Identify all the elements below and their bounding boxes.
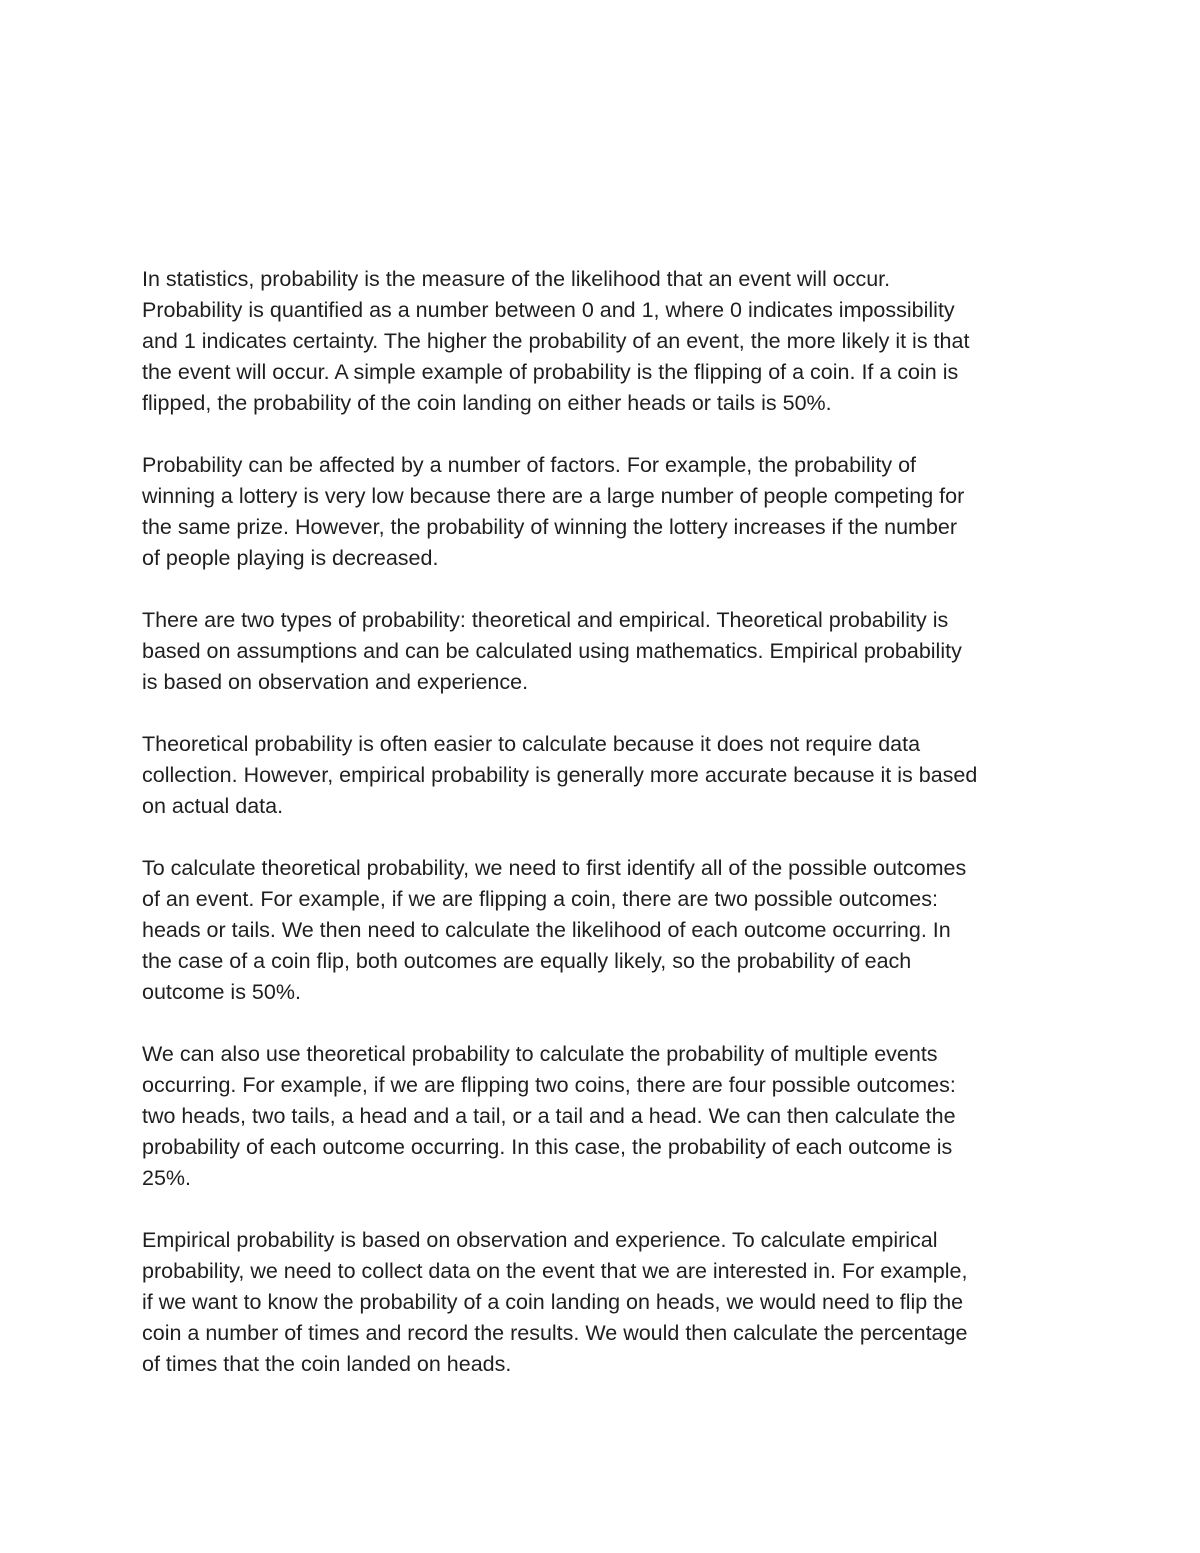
text-line: Probability can be affected by a number of factors. For example, the probability of	[142, 453, 917, 477]
text-line: There are two types of probability: theoretical and empirical. Theoretical probability is	[142, 608, 949, 632]
text-line: the event will occur. A simple example of probability is the flipping of a coin. If a coin is	[142, 360, 959, 384]
text-line: collection. However, empirical probability is generally more accurate because it is based	[142, 763, 978, 787]
text-line: based on assumptions and can be calculated using mathematics. Empirical probability	[142, 639, 962, 663]
text-line: winning a lottery is very low because there are a large number of people competing for	[142, 484, 965, 508]
text-line: heads or tails. We then need to calculate the likelihood of each outcome occurring. In	[142, 918, 951, 942]
paragraph-1	[142, 264, 1072, 419]
text-line: 25%.	[142, 1166, 192, 1190]
text-line: coin a number of times and record the results. We would then calculate the percentage	[142, 1321, 968, 1345]
text-line: of times that the coin landed on heads.	[142, 1352, 512, 1376]
paragraph-5	[142, 853, 1072, 1008]
text-line: We can also use theoretical probability to calculate the probability of multiple events	[142, 1042, 938, 1066]
paragraph-2	[142, 450, 1072, 574]
text-line: Theoretical probability is often easier to calculate because it does not require data	[142, 732, 921, 756]
text-line: and 1 indicates certainty. The higher the probability of an event, the more likely it is that	[142, 329, 970, 353]
paragraph-6	[142, 1039, 1072, 1194]
paragraph-3	[142, 605, 1072, 698]
text-line: outcome is 50%.	[142, 980, 301, 1004]
text-line: the case of a coin flip, both outcomes are equally likely, so the probability of each	[142, 949, 912, 973]
text-line: occurring. For example, if we are flipping two coins, there are four possible outcomes:	[142, 1073, 956, 1097]
text-line: To calculate theoretical probability, we need to first identify all of the possible outcomes	[142, 856, 967, 880]
text-line: two heads, two tails, a head and a tail, or a tail and a head. We can then calculate the	[142, 1104, 956, 1128]
text-line: In statistics, probability is the measure of the likelihood that an event will occur.	[142, 267, 891, 291]
text-line: of people playing is decreased.	[142, 546, 439, 570]
text-line: if we want to know the probability of a coin landing on heads, we would need to flip the	[142, 1290, 964, 1314]
text-line: probability, we need to collect data on the event that we are interested in. For example,	[142, 1259, 968, 1283]
text-line: Probability is quantified as a number between 0 and 1, where 0 indicates impossibility	[142, 298, 955, 322]
text-line: Empirical probability is based on observation and experience. To calculate empirical	[142, 1228, 938, 1252]
text-line: probability of each outcome occurring. In this case, the probability of each outcome is	[142, 1135, 953, 1159]
text-line: of an event. For example, if we are flipping a coin, there are two possible outcomes:	[142, 887, 938, 911]
paragraph-4	[142, 729, 1072, 822]
paragraph-7	[142, 1225, 1072, 1380]
text-line: flipped, the probability of the coin landing on either heads or tails is 50%.	[142, 391, 832, 415]
document-body	[142, 264, 1072, 1380]
text-line: on actual data.	[142, 794, 284, 818]
text-line: the same prize. However, the probability of winning the lottery increases if the number	[142, 515, 958, 539]
text-line: is based on observation and experience.	[142, 670, 529, 694]
